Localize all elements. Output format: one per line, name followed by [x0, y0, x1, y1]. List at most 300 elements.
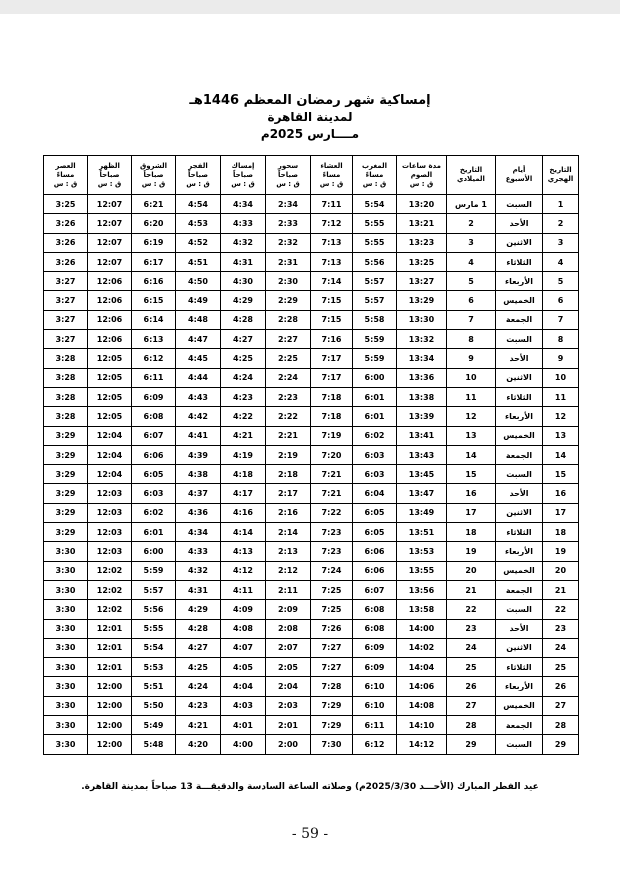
table-row: [44, 600, 579, 619]
suhoor-cell: 2:12: [266, 561, 311, 580]
table-row: [44, 349, 579, 368]
weekday-cell: الجمعة: [496, 716, 543, 735]
table-row: [44, 387, 579, 406]
suhoor-cell: 2:13: [266, 542, 311, 561]
gregorian-cell: 2: [447, 214, 496, 233]
shurooq-cell: 6:05: [132, 465, 176, 484]
page-number: - 59 -: [291, 826, 329, 842]
hijri-cell: 11: [543, 387, 579, 406]
imsak-cell: 4:11: [221, 580, 266, 599]
table-row: [44, 272, 579, 291]
maghrib-cell: 5:57: [353, 272, 397, 291]
imsak-cell: 4:28: [221, 310, 266, 329]
dhuhr-cell: 12:03: [88, 523, 132, 542]
asr-cell: 3:29: [44, 523, 88, 542]
hijri-cell: 17: [543, 503, 579, 522]
maghrib-cell: 6:08: [353, 600, 397, 619]
fajr-cell: 4:53: [176, 214, 221, 233]
dhuhr-cell: 12:07: [88, 195, 132, 214]
imsak-cell: 4:14: [221, 523, 266, 542]
hijri-cell: 4: [543, 252, 579, 271]
maghrib-cell: 5:59: [353, 330, 397, 349]
maghrib-cell: 5:59: [353, 349, 397, 368]
asr-cell: 3:27: [44, 291, 88, 310]
table-row: [44, 580, 579, 599]
hijri-cell: 9: [543, 349, 579, 368]
fajr-cell: 4:43: [176, 387, 221, 406]
maghrib-cell: 5:55: [353, 233, 397, 252]
isha-cell: 7:29: [311, 696, 353, 715]
fast-duration-cell: 14:12: [397, 735, 447, 754]
fast-duration-cell: 13:53: [397, 542, 447, 561]
page-title: إمساكية شهر رمضان المعظم 1446هـ: [189, 93, 431, 108]
suhoor-cell: 2:16: [266, 503, 311, 522]
fast-duration-cell: 13:41: [397, 426, 447, 445]
isha-cell: 7:23: [311, 542, 353, 561]
shurooq-cell: 6:11: [132, 368, 176, 387]
dhuhr-cell: 12:00: [88, 677, 132, 696]
header-suhoor: سحور صباحاً ق : س: [266, 156, 311, 195]
asr-cell: 3:30: [44, 542, 88, 561]
asr-cell: 3:28: [44, 387, 88, 406]
fajr-cell: 4:38: [176, 465, 221, 484]
weekday-cell: الأحد: [496, 349, 543, 368]
asr-cell: 3:29: [44, 426, 88, 445]
shurooq-cell: 6:17: [132, 252, 176, 271]
table-row: [44, 426, 579, 445]
imsak-cell: 4:00: [221, 735, 266, 754]
fajr-cell: 4:42: [176, 407, 221, 426]
fast-duration-cell: 13:34: [397, 349, 447, 368]
fajr-cell: 4:28: [176, 619, 221, 638]
suhoor-cell: 2:28: [266, 310, 311, 329]
shurooq-cell: 5:55: [132, 619, 176, 638]
weekday-cell: السبت: [496, 465, 543, 484]
table-row: [44, 484, 579, 503]
asr-cell: 3:30: [44, 677, 88, 696]
suhoor-cell: 2:32: [266, 233, 311, 252]
fajr-cell: 4:32: [176, 561, 221, 580]
shurooq-cell: 5:50: [132, 696, 176, 715]
hijri-cell: 27: [543, 696, 579, 715]
hijri-cell: 16: [543, 484, 579, 503]
fast-duration-cell: 13:23: [397, 233, 447, 252]
fajr-cell: 4:48: [176, 310, 221, 329]
suhoor-cell: 2:21: [266, 426, 311, 445]
table-row: [44, 716, 579, 735]
gregorian-cell: 6: [447, 291, 496, 310]
suhoor-cell: 2:11: [266, 580, 311, 599]
header-maghrib: المغرب مساءً ق : س: [353, 156, 397, 195]
weekday-cell: الأحد: [496, 214, 543, 233]
hijri-cell: 8: [543, 330, 579, 349]
shurooq-cell: 6:19: [132, 233, 176, 252]
weekday-cell: الجمعة: [496, 445, 543, 464]
imsak-cell: 4:23: [221, 387, 266, 406]
dhuhr-cell: 12:01: [88, 658, 132, 677]
fajr-cell: 4:24: [176, 677, 221, 696]
hijri-cell: 26: [543, 677, 579, 696]
fast-duration-cell: 13:32: [397, 330, 447, 349]
hijri-cell: 5: [543, 272, 579, 291]
table-row: [44, 658, 579, 677]
imsak-cell: 4:09: [221, 600, 266, 619]
table-row: [44, 638, 579, 657]
asr-cell: 3:30: [44, 580, 88, 599]
imsak-cell: 4:34: [221, 195, 266, 214]
asr-cell: 3:28: [44, 368, 88, 387]
maghrib-cell: 6:10: [353, 696, 397, 715]
fast-duration-cell: 13:55: [397, 561, 447, 580]
isha-cell: 7:13: [311, 233, 353, 252]
maghrib-cell: 6:05: [353, 523, 397, 542]
gregorian-cell: 18: [447, 523, 496, 542]
maghrib-cell: 6:01: [353, 387, 397, 406]
asr-cell: 3:29: [44, 484, 88, 503]
fajr-cell: 4:25: [176, 658, 221, 677]
isha-cell: 7:25: [311, 580, 353, 599]
isha-cell: 7:17: [311, 368, 353, 387]
fajr-cell: 4:54: [176, 195, 221, 214]
suhoor-cell: 2:23: [266, 387, 311, 406]
fast-duration-cell: 14:06: [397, 677, 447, 696]
shurooq-cell: 6:01: [132, 523, 176, 542]
shurooq-cell: 6:09: [132, 387, 176, 406]
gregorian-cell: 28: [447, 716, 496, 735]
hijri-cell: 25: [543, 658, 579, 677]
hijri-cell: 7: [543, 310, 579, 329]
fast-duration-cell: 13:36: [397, 368, 447, 387]
asr-cell: 3:29: [44, 465, 88, 484]
fajr-cell: 4:51: [176, 252, 221, 271]
suhoor-cell: 2:24: [266, 368, 311, 387]
maghrib-cell: 6:03: [353, 445, 397, 464]
fajr-cell: 4:31: [176, 580, 221, 599]
suhoor-cell: 2:22: [266, 407, 311, 426]
fajr-cell: 4:47: [176, 330, 221, 349]
isha-cell: 7:20: [311, 445, 353, 464]
shurooq-cell: 6:06: [132, 445, 176, 464]
isha-cell: 7:21: [311, 484, 353, 503]
hijri-cell: 1: [543, 195, 579, 214]
table-row: [44, 291, 579, 310]
suhoor-cell: 2:17: [266, 484, 311, 503]
isha-cell: 7:26: [311, 619, 353, 638]
suhoor-cell: 2:03: [266, 696, 311, 715]
hijri-cell: 13: [543, 426, 579, 445]
gregorian-cell: 4: [447, 252, 496, 271]
table-row: [44, 330, 579, 349]
shurooq-cell: 5:51: [132, 677, 176, 696]
gregorian-cell: 16: [447, 484, 496, 503]
asr-cell: 3:30: [44, 658, 88, 677]
table-row: [44, 677, 579, 696]
asr-cell: 3:30: [44, 600, 88, 619]
suhoor-cell: 2:00: [266, 735, 311, 754]
imsak-cell: 4:27: [221, 330, 266, 349]
fajr-cell: 4:52: [176, 233, 221, 252]
asr-cell: 3:30: [44, 561, 88, 580]
imsak-cell: 4:01: [221, 716, 266, 735]
isha-cell: 7:27: [311, 658, 353, 677]
suhoor-cell: 2:30: [266, 272, 311, 291]
dhuhr-cell: 12:02: [88, 580, 132, 599]
fast-duration-cell: 13:51: [397, 523, 447, 542]
dhuhr-cell: 12:05: [88, 349, 132, 368]
fast-duration-cell: 13:30: [397, 310, 447, 329]
gregorian-cell: 27: [447, 696, 496, 715]
asr-cell: 3:26: [44, 252, 88, 271]
dhuhr-cell: 12:05: [88, 387, 132, 406]
header-isha: العشاء مساءً ق : س: [311, 156, 353, 195]
hijri-cell: 19: [543, 542, 579, 561]
weekday-cell: الخميس: [496, 291, 543, 310]
suhoor-cell: 2:04: [266, 677, 311, 696]
imsak-cell: 4:32: [221, 233, 266, 252]
fajr-cell: 4:41: [176, 426, 221, 445]
imsak-cell: 4:13: [221, 542, 266, 561]
weekday-cell: الخميس: [496, 696, 543, 715]
imsak-cell: 4:29: [221, 291, 266, 310]
gregorian-cell: 10: [447, 368, 496, 387]
hijri-cell: 21: [543, 580, 579, 599]
asr-cell: 3:27: [44, 310, 88, 329]
asr-cell: 3:29: [44, 445, 88, 464]
hijri-cell: 14: [543, 445, 579, 464]
dhuhr-cell: 12:06: [88, 330, 132, 349]
fast-duration-cell: 13:58: [397, 600, 447, 619]
asr-cell: 3:29: [44, 503, 88, 522]
isha-cell: 7:17: [311, 349, 353, 368]
hijri-cell: 15: [543, 465, 579, 484]
shurooq-cell: 5:54: [132, 638, 176, 657]
dhuhr-cell: 12:01: [88, 619, 132, 638]
hijri-cell: 22: [543, 600, 579, 619]
maghrib-cell: 5:57: [353, 291, 397, 310]
header-row: [44, 156, 579, 195]
suhoor-cell: 2:05: [266, 658, 311, 677]
isha-cell: 7:25: [311, 600, 353, 619]
imsak-cell: 4:33: [221, 214, 266, 233]
fajr-cell: 4:39: [176, 445, 221, 464]
table-row: [44, 233, 579, 252]
weekday-cell: السبت: [496, 735, 543, 754]
isha-cell: 7:30: [311, 735, 353, 754]
fast-duration-cell: 13:49: [397, 503, 447, 522]
gregorian-cell: 3: [447, 233, 496, 252]
weekday-cell: الجمعة: [496, 310, 543, 329]
suhoor-cell: 2:07: [266, 638, 311, 657]
hijri-cell: 18: [543, 523, 579, 542]
shurooq-cell: 6:21: [132, 195, 176, 214]
fast-duration-cell: 13:45: [397, 465, 447, 484]
table-row: [44, 214, 579, 233]
weekday-cell: الأحد: [496, 484, 543, 503]
imsak-cell: 4:30: [221, 272, 266, 291]
fajr-cell: 4:27: [176, 638, 221, 657]
weekday-cell: الاثنين: [496, 368, 543, 387]
gregorian-cell: 24: [447, 638, 496, 657]
asr-cell: 3:30: [44, 696, 88, 715]
shurooq-cell: 5:56: [132, 600, 176, 619]
hijri-cell: 24: [543, 638, 579, 657]
suhoor-cell: 2:33: [266, 214, 311, 233]
hijri-cell: 29: [543, 735, 579, 754]
imsak-cell: 4:24: [221, 368, 266, 387]
isha-cell: 7:27: [311, 638, 353, 657]
isha-cell: 7:18: [311, 407, 353, 426]
asr-cell: 3:27: [44, 330, 88, 349]
maghrib-cell: 6:09: [353, 638, 397, 657]
isha-cell: 7:23: [311, 523, 353, 542]
table-row: [44, 735, 579, 754]
dhuhr-cell: 12:00: [88, 696, 132, 715]
imsak-cell: 4:22: [221, 407, 266, 426]
imsak-cell: 4:19: [221, 445, 266, 464]
table-body: [44, 195, 579, 755]
suhoor-cell: 2:25: [266, 349, 311, 368]
hijri-cell: 3: [543, 233, 579, 252]
table-row: [44, 619, 579, 638]
gregorian-cell: 1 مارس: [447, 195, 496, 214]
month-subtitle: مــــارس 2025م: [260, 127, 360, 141]
dhuhr-cell: 12:03: [88, 503, 132, 522]
imsak-cell: 4:17: [221, 484, 266, 503]
maghrib-cell: 6:08: [353, 619, 397, 638]
gregorian-cell: 20: [447, 561, 496, 580]
imsak-cell: 4:08: [221, 619, 266, 638]
fajr-cell: 4:20: [176, 735, 221, 754]
suhoor-cell: 2:09: [266, 600, 311, 619]
suhoor-cell: 2:08: [266, 619, 311, 638]
imsakiya-table: [43, 155, 579, 755]
imsak-cell: 4:25: [221, 349, 266, 368]
eid-note: عيد الفطر المبارك (الأحـــد 2025/3/30م) وصلاته الساعة السادسة والدقيقـــة 13 صباحاً بمدينة القاهرة.: [81, 782, 539, 792]
maghrib-cell: 6:07: [353, 580, 397, 599]
table-row: [44, 561, 579, 580]
gregorian-cell: 25: [447, 658, 496, 677]
gregorian-cell: 23: [447, 619, 496, 638]
hijri-cell: 28: [543, 716, 579, 735]
fast-duration-cell: 14:10: [397, 716, 447, 735]
imsak-cell: 4:03: [221, 696, 266, 715]
table-row: [44, 445, 579, 464]
fajr-cell: 4:49: [176, 291, 221, 310]
weekday-cell: الجمعة: [496, 580, 543, 599]
table-row: [44, 368, 579, 387]
shurooq-cell: 6:07: [132, 426, 176, 445]
fast-duration-cell: 13:25: [397, 252, 447, 271]
dhuhr-cell: 12:03: [88, 542, 132, 561]
title-block: [0, 92, 620, 143]
shurooq-cell: 5:59: [132, 561, 176, 580]
gregorian-cell: 29: [447, 735, 496, 754]
imsak-cell: 4:07: [221, 638, 266, 657]
dhuhr-cell: 12:05: [88, 368, 132, 387]
maghrib-cell: 5:55: [353, 214, 397, 233]
header-gregorian: التاريخ الميلادي: [447, 156, 496, 195]
table-row: [44, 310, 579, 329]
fast-duration-cell: 13:56: [397, 580, 447, 599]
dhuhr-cell: 12:06: [88, 310, 132, 329]
isha-cell: 7:14: [311, 272, 353, 291]
shurooq-cell: 6:12: [132, 349, 176, 368]
dhuhr-cell: 12:06: [88, 291, 132, 310]
suhoor-cell: 2:14: [266, 523, 311, 542]
weekday-cell: السبت: [496, 600, 543, 619]
gregorian-cell: 22: [447, 600, 496, 619]
table-row: [44, 696, 579, 715]
fajr-cell: 4:29: [176, 600, 221, 619]
city-subtitle: لمدينة القاهرة: [267, 110, 353, 124]
asr-cell: 3:30: [44, 716, 88, 735]
imsak-cell: 4:21: [221, 426, 266, 445]
shurooq-cell: 6:03: [132, 484, 176, 503]
isha-cell: 7:12: [311, 214, 353, 233]
isha-cell: 7:29: [311, 716, 353, 735]
shurooq-cell: 6:16: [132, 272, 176, 291]
maghrib-cell: 6:09: [353, 658, 397, 677]
isha-cell: 7:13: [311, 252, 353, 271]
asr-cell: 3:28: [44, 349, 88, 368]
gregorian-cell: 17: [447, 503, 496, 522]
imsak-cell: 4:18: [221, 465, 266, 484]
maghrib-cell: 6:04: [353, 484, 397, 503]
fajr-cell: 4:50: [176, 272, 221, 291]
fast-duration-cell: 14:04: [397, 658, 447, 677]
maghrib-cell: 6:12: [353, 735, 397, 754]
header-dhuhr: الظهر صباحاً ق : س: [88, 156, 132, 195]
imsak-cell: 4:04: [221, 677, 266, 696]
fast-duration-cell: 13:27: [397, 272, 447, 291]
isha-cell: 7:24: [311, 561, 353, 580]
maghrib-cell: 6:00: [353, 368, 397, 387]
shurooq-cell: 6:08: [132, 407, 176, 426]
maghrib-cell: 6:03: [353, 465, 397, 484]
hijri-cell: 6: [543, 291, 579, 310]
gregorian-cell: 14: [447, 445, 496, 464]
asr-cell: 3:25: [44, 195, 88, 214]
gregorian-cell: 11: [447, 387, 496, 406]
weekday-cell: الأربعاء: [496, 407, 543, 426]
maghrib-cell: 6:05: [353, 503, 397, 522]
gregorian-cell: 5: [447, 272, 496, 291]
weekday-cell: الخميس: [496, 561, 543, 580]
gregorian-cell: 8: [447, 330, 496, 349]
fast-duration-cell: 13:38: [397, 387, 447, 406]
fast-duration-cell: 13:39: [397, 407, 447, 426]
suhoor-cell: 2:01: [266, 716, 311, 735]
header-weekday: أيام الأسبوع: [496, 156, 543, 195]
weekday-cell: الثلاثاء: [496, 523, 543, 542]
imsak-cell: 4:16: [221, 503, 266, 522]
maghrib-cell: 5:54: [353, 195, 397, 214]
weekday-cell: الاثنين: [496, 638, 543, 657]
hijri-cell: 23: [543, 619, 579, 638]
dhuhr-cell: 12:00: [88, 735, 132, 754]
hijri-cell: 2: [543, 214, 579, 233]
table-row: [44, 542, 579, 561]
table-row: [44, 503, 579, 522]
isha-cell: 7:15: [311, 291, 353, 310]
isha-cell: 7:22: [311, 503, 353, 522]
weekday-cell: السبت: [496, 195, 543, 214]
isha-cell: 7:18: [311, 387, 353, 406]
shurooq-cell: 6:13: [132, 330, 176, 349]
fajr-cell: 4:23: [176, 696, 221, 715]
gregorian-cell: 19: [447, 542, 496, 561]
header-imsak: إمساك صباحاً ق : س: [221, 156, 266, 195]
